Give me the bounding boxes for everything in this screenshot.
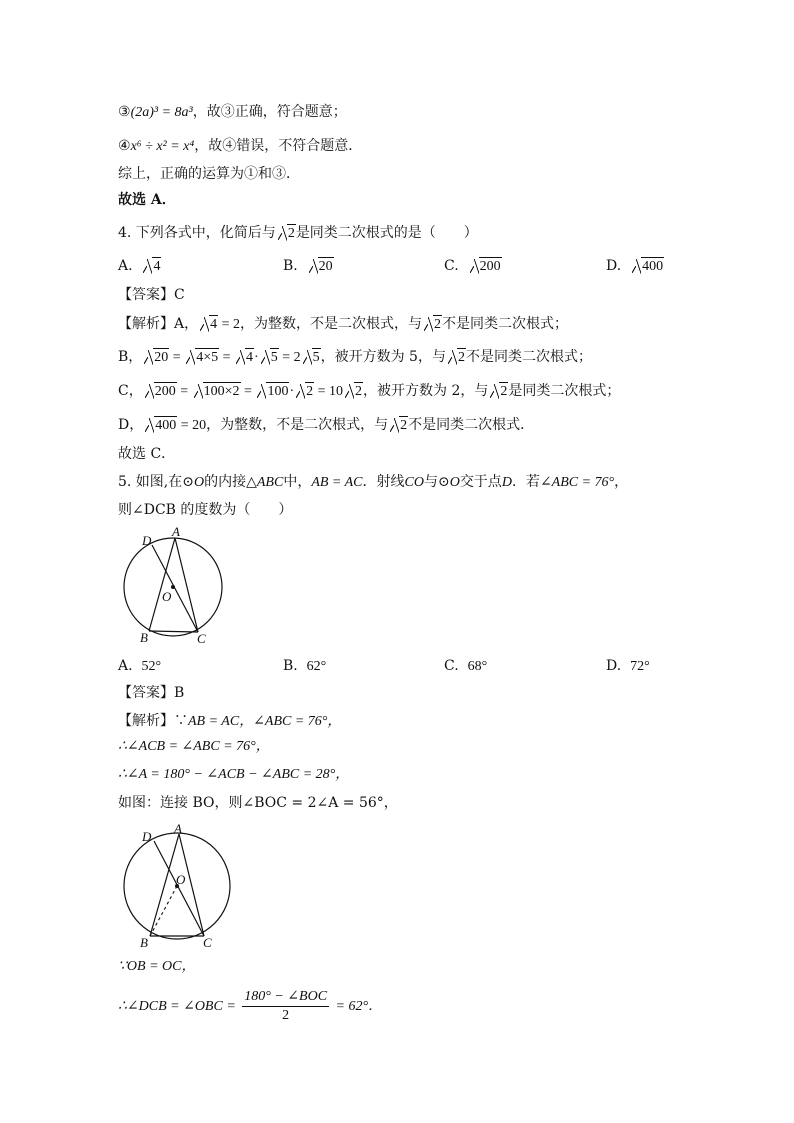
fig1-label-d: D — [142, 533, 152, 548]
fig2-label-a: A — [174, 821, 182, 836]
solution-line-3: ③(2a)³ = 8a³，故③正确，符合题意； — [118, 104, 347, 120]
q5-final-formula: ∴∠DCB = ∠OBC = $\frac{\text{180° − ∠BOC}}{2}$ = 62°． — [118, 989, 383, 1024]
fig2-label-c: C — [203, 935, 212, 950]
q5-step-3: 如图：连接 BO，则∠BOC = 2∠A = 56°， — [118, 795, 398, 811]
fig1-label-a: A — [172, 525, 180, 539]
fig2-label-o: O — [176, 872, 186, 887]
fig1-label-o: O — [162, 589, 172, 604]
q4-analysis-d: D， 400 = 20，为整数，不是二次根式，与 2不是同类二次根式． — [118, 414, 534, 436]
q5-option-c: C. 68° — [444, 658, 488, 674]
q5-step-2: ∴∠A = 180° − ∠ACB − ∠ABC = 28°， — [118, 767, 350, 782]
q4-analysis-a: 【解析】A， 4 = 2，为整数，不是二次根式，与 2不是同类二次根式； — [118, 313, 568, 335]
fig2-label-d: D — [142, 829, 152, 844]
q5-step-4: ∵OB = OC， — [118, 959, 196, 974]
fig2-label-b: B — [140, 935, 148, 950]
circle-figure-1 — [118, 525, 230, 647]
question-5-stem: 5. 如图,在⊙O的内接△ABC中，AB = AC．射线CO与⊙O交于点D．若∠ABC = 76°， — [118, 474, 629, 490]
q4-option-c: C. 200 — [444, 255, 502, 277]
q4-choice: 故选 C． — [118, 446, 176, 462]
formula-division: x⁶ ÷ x² = x⁴ — [130, 139, 195, 154]
summary-line: 综上，正确的运算为①和③． — [118, 166, 300, 182]
fig1-label-c: C — [197, 631, 206, 646]
q5-option-b: B. 62° — [283, 658, 327, 674]
q5-answer: 【答案】B — [118, 685, 185, 701]
q4-option-b: B. 20 — [283, 255, 334, 277]
q4-answer: 【答案】C — [118, 287, 185, 303]
question-5-stem-2: 则∠DCB 的度数为（ ） — [118, 502, 293, 518]
formula-power: (2a)³ = 8a³ — [130, 105, 193, 120]
circle-figure-2 — [118, 820, 238, 952]
choice-line: 故选 A． — [118, 192, 176, 208]
solution-line-4: ④x⁶ ÷ x² = x⁴，故④错误，不符合题意． — [118, 138, 363, 154]
q5-option-d: D. 72° — [606, 658, 650, 674]
question-4-stem: 4. 下列各式中，化简后与 2是同类二次根式的是（ ） — [118, 222, 478, 244]
q5-step-1: ∴∠ACB = ∠ABC = 76°， — [118, 739, 270, 754]
fraction: $\frac{\text{180° − ∠BOC}}{2}$ — [244, 989, 328, 1024]
q4-option-d: D. 400 — [606, 255, 664, 277]
q4-analysis-b: B， 20 = 4×5 = 4· 5 = 2 5，被开方数为 5，与 2不是同类二次根式； — [118, 346, 592, 368]
q4-option-a: A. 4 — [118, 255, 161, 277]
q4-analysis-c: C， 200 = 100×2 = 100· 2 = 10 2，被开方数为 2，与 2是同类二次根式； — [118, 380, 620, 402]
fig1-label-b: B — [140, 630, 148, 645]
q5-analysis-head: 【解析】∵AB = AC，∠ABC = 76°， — [118, 713, 342, 729]
q5-option-a: A. 52° — [118, 658, 162, 674]
